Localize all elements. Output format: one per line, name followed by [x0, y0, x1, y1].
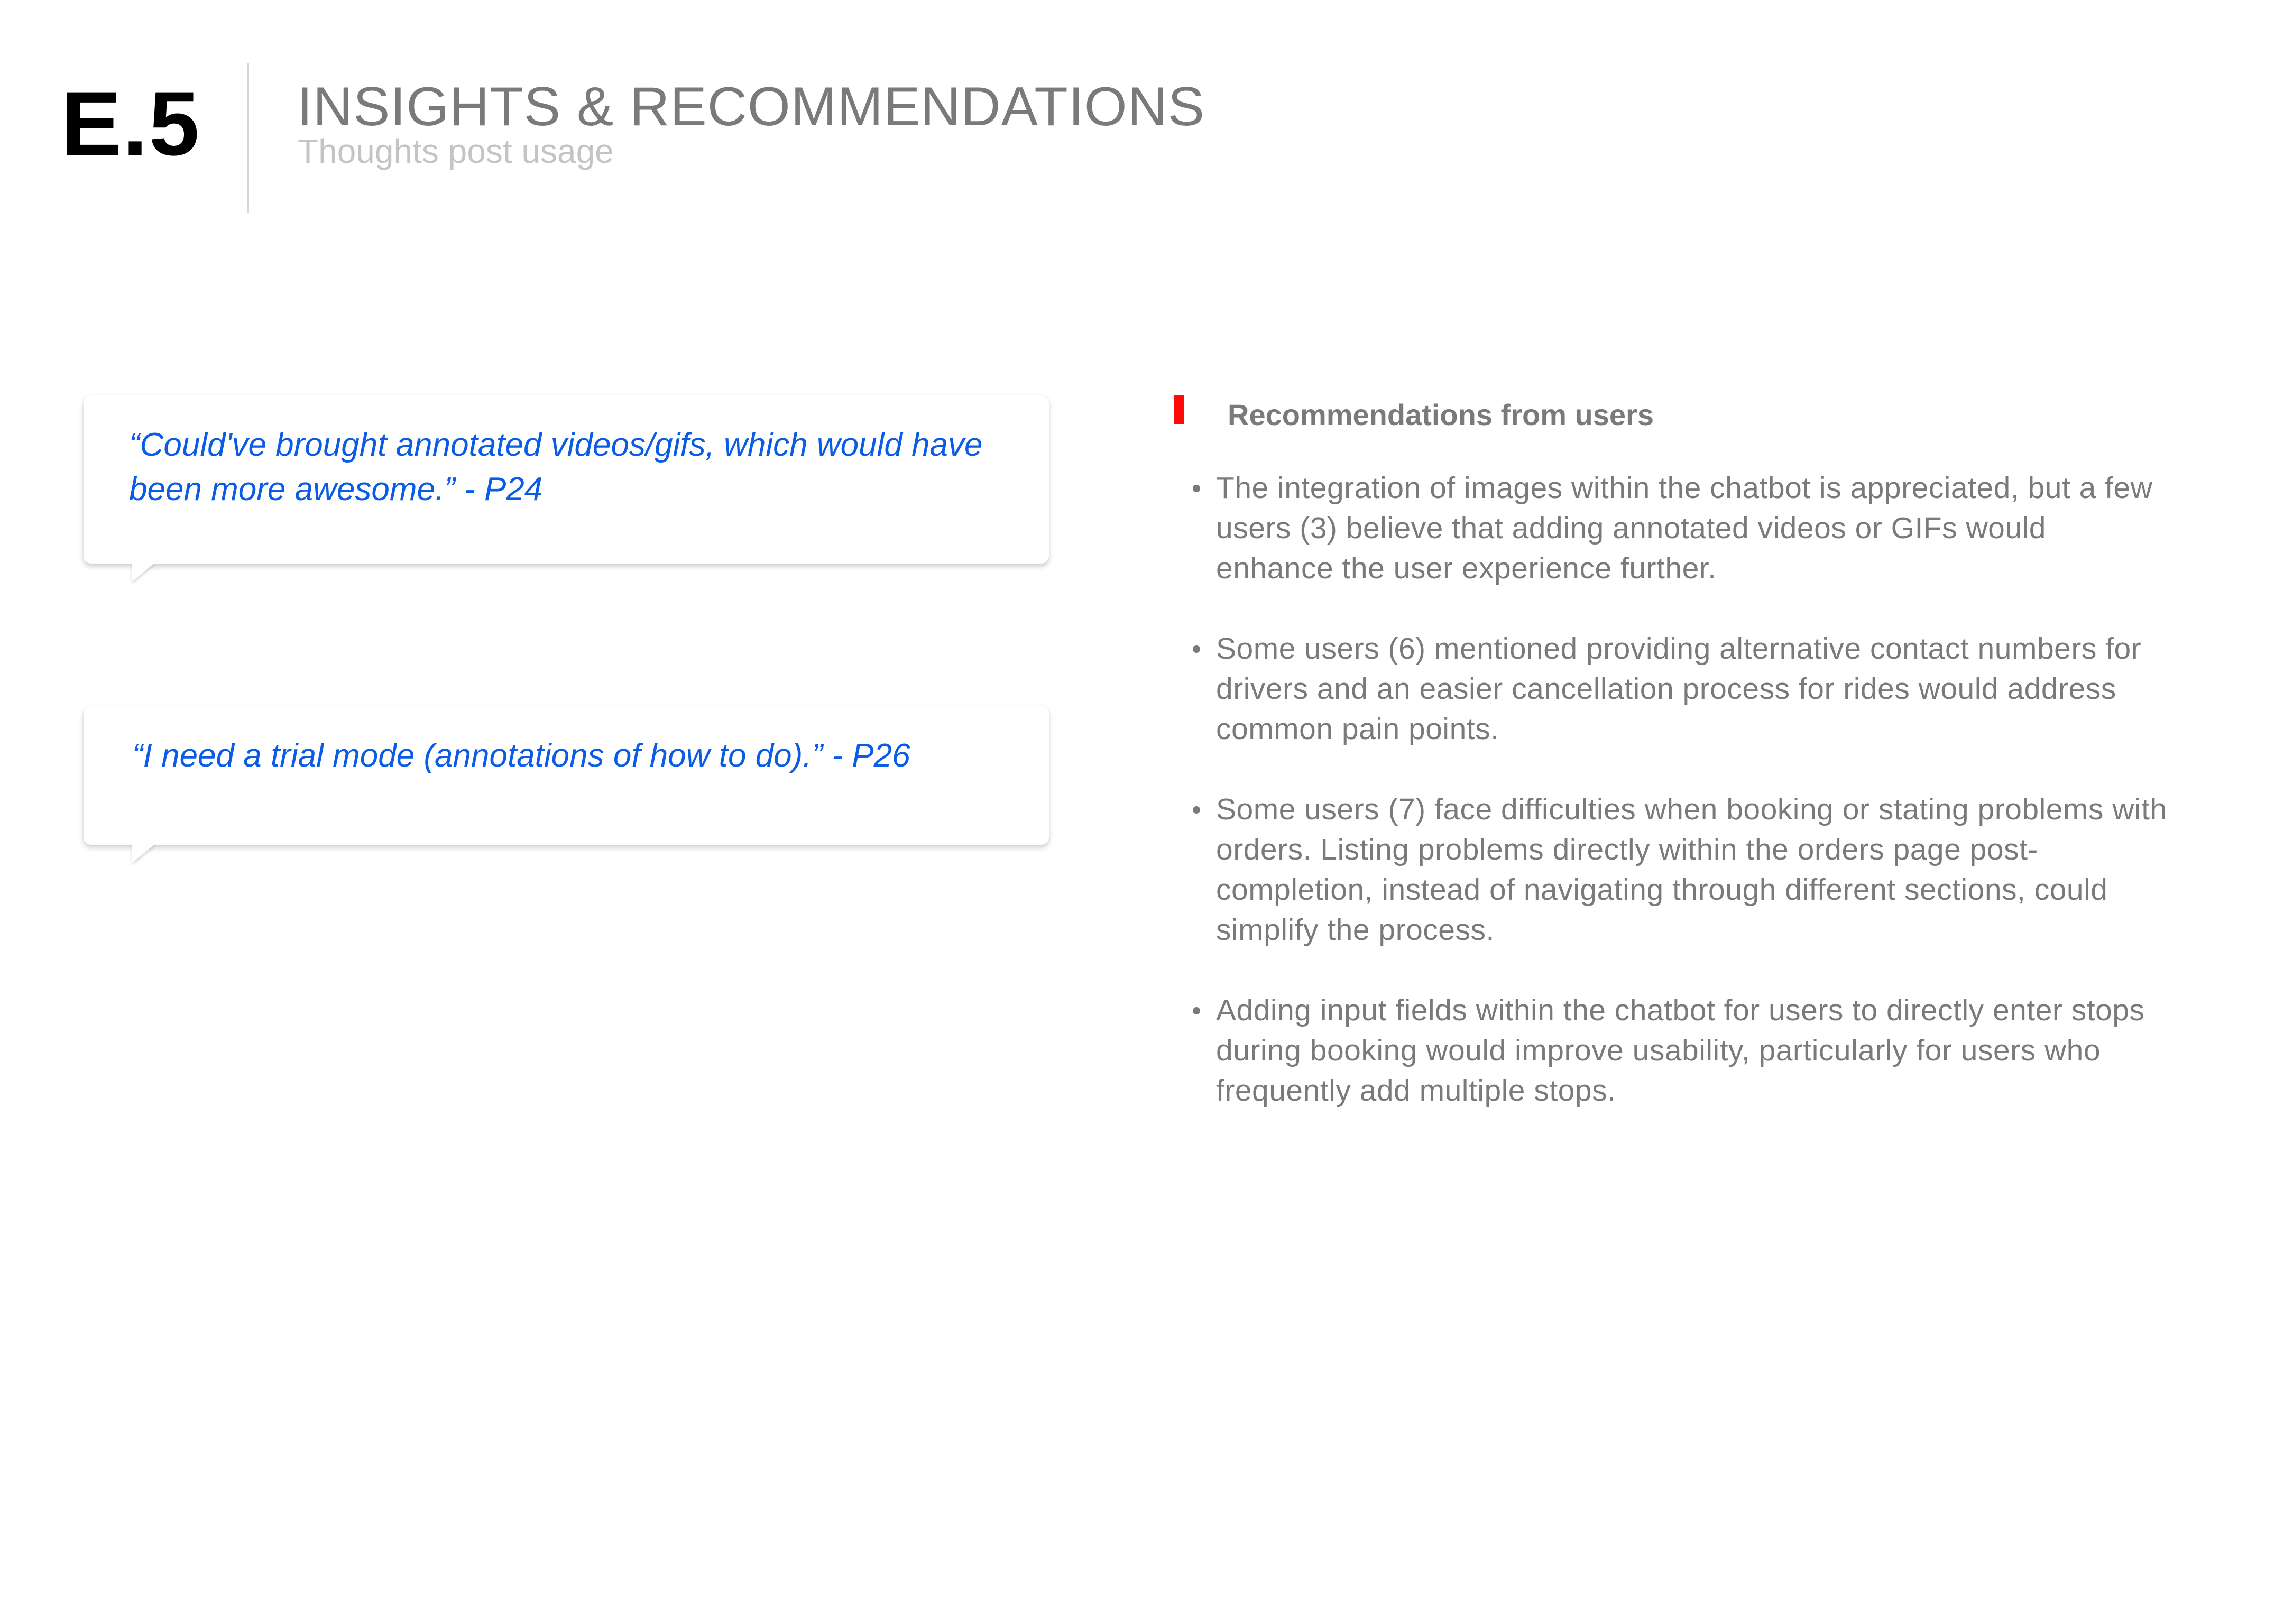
recommendation-item: Adding input fields within the chatbot for users to directly enter stops during booking would improve usability, particularly for users who frequently add multiple stops. [1216, 990, 2168, 1111]
page-subtitle: Thoughts post usage [298, 132, 614, 170]
page-title: INSIGHTS & RECOMMENDATIONS [297, 76, 1205, 137]
quote-bubble-1 [84, 395, 1049, 564]
quote-bubble-2 [84, 706, 1049, 845]
recommendations-marker [1174, 395, 1184, 424]
quote-text: “I need a trial mode (annotations of how to do).” - P26 [132, 737, 910, 774]
recommendations-heading: Recommendations from users [1228, 398, 1654, 431]
header-divider [247, 63, 249, 213]
quote-text: “Could've brought annotated videos/gifs, which would have been more awesome.” - P24 [129, 427, 983, 508]
section-code: E.5 [61, 73, 201, 174]
recommendation-item: Some users (6) mentioned providing alternative contact numbers for drivers and an easier cancellation process for rides would address common pain points. [1216, 629, 2168, 749]
recommendation-item: The integration of images within the chatbot is appreciated, but a few users (3) believe that adding annotated videos or GIFs would enhance the user experience further. [1216, 468, 2168, 588]
recommendations-list [1191, 468, 2168, 1151]
recommendation-item: Some users (7) face difficulties when booking or stating problems with orders. Listing problems directly within the orders page post-completion, instead of navigating through different sections, could simplify the process. [1216, 789, 2168, 950]
